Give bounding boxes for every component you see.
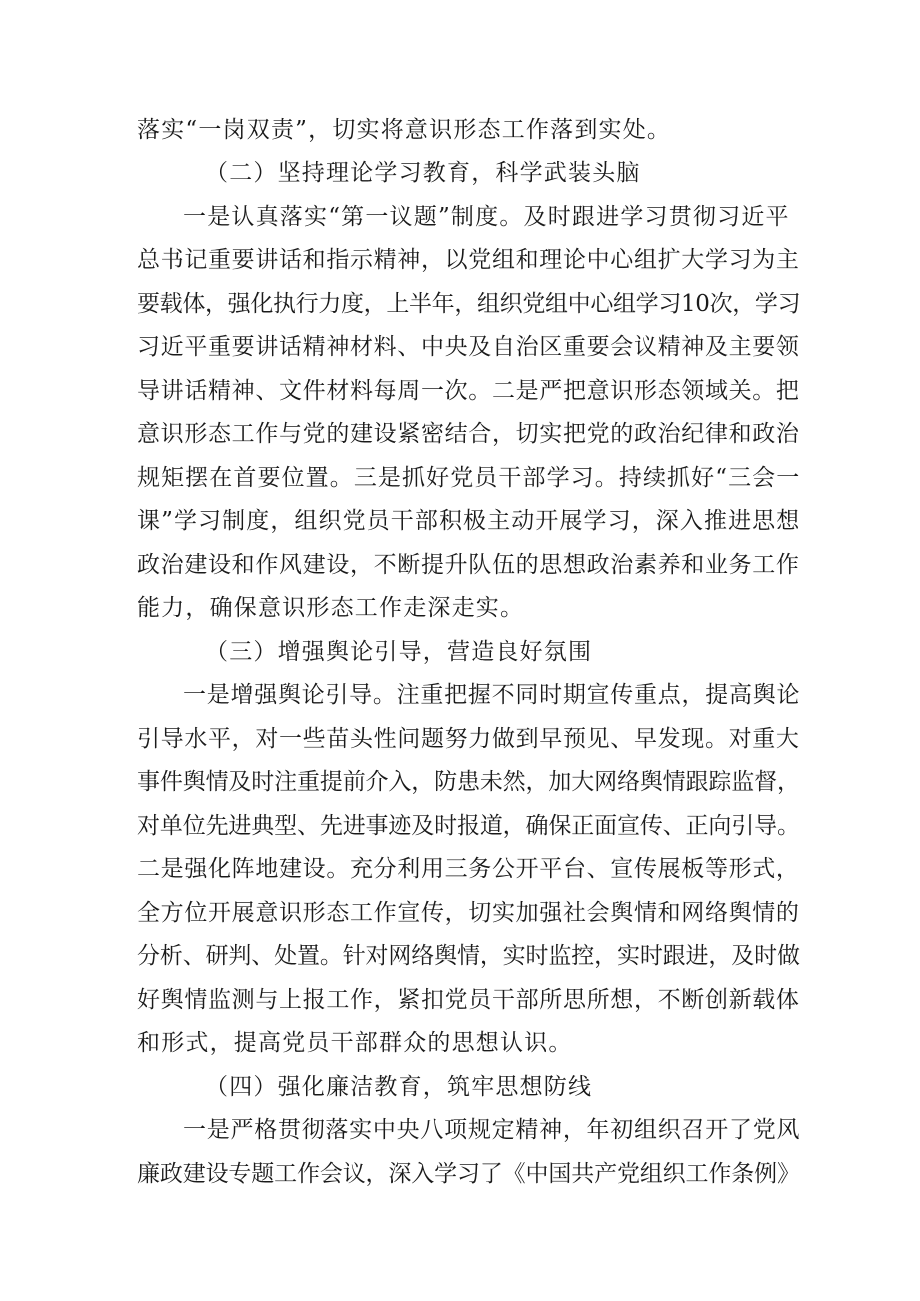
paragraph-line: 落实“一岗双责”，切实将意识形态工作落到实处。	[137, 117, 672, 143]
paragraph-line: 能力，确保意识形态工作走深走实。	[137, 595, 525, 621]
paragraph-line: 一是严格贯彻落实中央八项规定精神，年初组织召开了党风	[183, 1117, 801, 1143]
paragraph-line: 和形式，提高党员干部群众的思想认识。	[137, 1030, 573, 1056]
paragraph-line: 分析、研判、处置。针对网络舆情，实时监控，实时跟进，及时做	[137, 943, 800, 969]
paragraph-line: 廉政建设专题工作会议，深入学习了《中国共产党组织工作条例》	[137, 1161, 800, 1187]
paragraph-line: 一是增强舆论引导。注重把握不同时期宣传重点，提高舆论	[183, 682, 801, 708]
paragraph-line: 事件舆情及时注重提前介入，防患未然，加大网络舆情跟踪监督，	[137, 769, 800, 795]
section-heading-3: （三）增强舆论引导，营造良好氛围	[205, 639, 593, 665]
section-heading-4: （四）强化廉洁教育，筑牢思想防线	[205, 1074, 593, 1100]
paragraph-line: 引导水平，对一些苗头性问题努力做到早预见、早发现。对重大	[137, 726, 800, 752]
paragraph-line: 全方位开展意识形态工作宣传，切实加强社会舆情和网络舆情的	[137, 900, 800, 926]
paragraph-line: 对单位先进典型、先进事迹及时报道，确保正面宣传、正向引导。	[137, 813, 800, 839]
section-heading-2: （二）坚持理论学习教育，科学武装头脑	[205, 160, 641, 186]
paragraph-line: 政治建设和作风建设，不断提升队伍的思想政治素养和业务工作	[137, 552, 800, 578]
paragraph-line: 好舆情监测与上报工作，紧扣党员干部所思所想，不断创新载体	[137, 987, 800, 1013]
paragraph-line: 习近平重要讲话精神材料、中央及自治区重要会议精神及主要领	[137, 334, 800, 360]
paragraph-line: 规矩摆在首要位置。三是抓好党员干部学习。持续抓好“三会一	[137, 465, 801, 491]
paragraph-line: 二是强化阵地建设。充分利用三务公开平台、宣传展板等形式，	[137, 856, 800, 882]
paragraph-line: 总书记重要讲话和指示精神，以党组和理论中心组扩大学习为主	[137, 247, 800, 273]
paragraph-line: 意识形态工作与党的建设紧密结合，切实把党的政治纪律和政治	[137, 421, 800, 447]
paragraph-line: 导讲话精神、文件材料每周一次。二是严把意识形态领域关。把	[137, 378, 800, 404]
paragraph-line: 要载体，强化执行力度，上半年，组织党组中心组学习10次，学习	[137, 291, 801, 317]
paragraph-line: 一是认真落实“第一议题”制度。及时跟进学习贯彻习近平	[183, 204, 790, 230]
paragraph-line: 课”学习制度，组织党员干部积极主动开展学习，深入推进思想	[137, 508, 801, 534]
